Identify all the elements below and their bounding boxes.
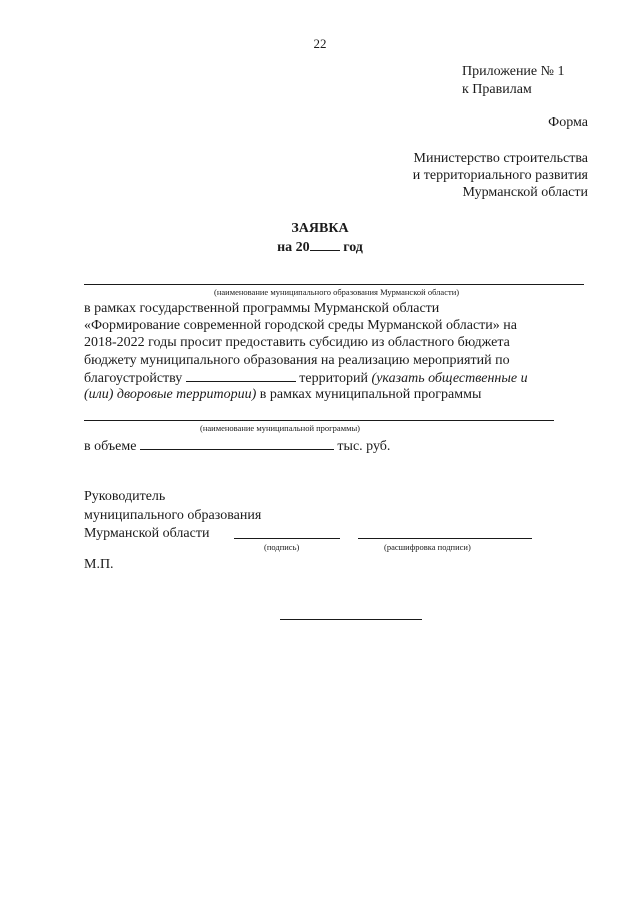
improvement-blank: [186, 369, 296, 382]
addressee-block: [413, 150, 588, 201]
stamp-placeholder: М.П.: [84, 557, 114, 572]
title-year-prefix: на 20: [277, 240, 310, 255]
document-title: [0, 219, 640, 257]
form-label: Форма: [548, 115, 588, 130]
body-line-5a: благоустройству: [84, 370, 183, 386]
signature-caption: (подпись): [264, 542, 300, 552]
title-main: ЗАЯВКА: [291, 221, 349, 236]
program-caption: (наименование муниципальной программы): [200, 423, 360, 433]
body-line-3: 2018-2022 годы просит предоставить субсидию из областного бюджета: [84, 335, 510, 351]
appendix-header: [462, 63, 565, 99]
request-paragraph: [84, 300, 590, 403]
signature-line: [234, 538, 340, 539]
end-separator: [280, 619, 422, 620]
title-year-suffix: год: [343, 240, 363, 255]
body-line-2: «Формирование современной городской среды Мурманской области» на: [84, 318, 517, 334]
body-line-6: [84, 386, 590, 403]
page-number: 22: [313, 36, 327, 51]
body-line-5b: территорий: [299, 370, 369, 386]
volume-amount-blank: [140, 437, 334, 450]
appendix-line-1: Приложение № 1: [462, 64, 565, 79]
appendix-line-2: к Правилам: [462, 82, 532, 97]
decoding-caption: (расшифровка подписи): [384, 542, 471, 552]
municipality-caption: (наименование муниципального образования Мурманской области): [214, 287, 460, 297]
volume-prefix: в объеме: [84, 439, 137, 454]
ministry-line-3: Мурманской области: [462, 185, 588, 200]
body-line-6b: в рамках муниципальной программы: [259, 386, 482, 402]
program-name-line: [84, 420, 554, 421]
body-line-4: бюджету муниципального образования на реализацию мероприятий по: [84, 352, 510, 368]
signer-block: [84, 488, 261, 544]
body-line-1: в рамках государственной программы Мурманской области: [84, 301, 440, 316]
body-line-5: [84, 369, 590, 386]
title-year: [0, 238, 640, 257]
year-blank: [310, 238, 340, 251]
body-line-5c: (указать общественные и: [371, 370, 528, 386]
ministry-line-2: и территориального развития: [412, 168, 588, 183]
volume-suffix: тыс. руб.: [337, 439, 391, 454]
volume-line: [84, 437, 390, 455]
decoding-line: [358, 538, 532, 539]
municipality-name-line: [84, 284, 584, 285]
body-line-6a: (или) дворовые территории): [84, 386, 257, 402]
signer-line-1: Руководитель: [84, 489, 166, 504]
signer-line-3: Мурманской области: [84, 526, 210, 541]
signer-line-2: муниципального образования: [84, 507, 262, 523]
ministry-line-1: Министерство строительства: [413, 151, 588, 166]
